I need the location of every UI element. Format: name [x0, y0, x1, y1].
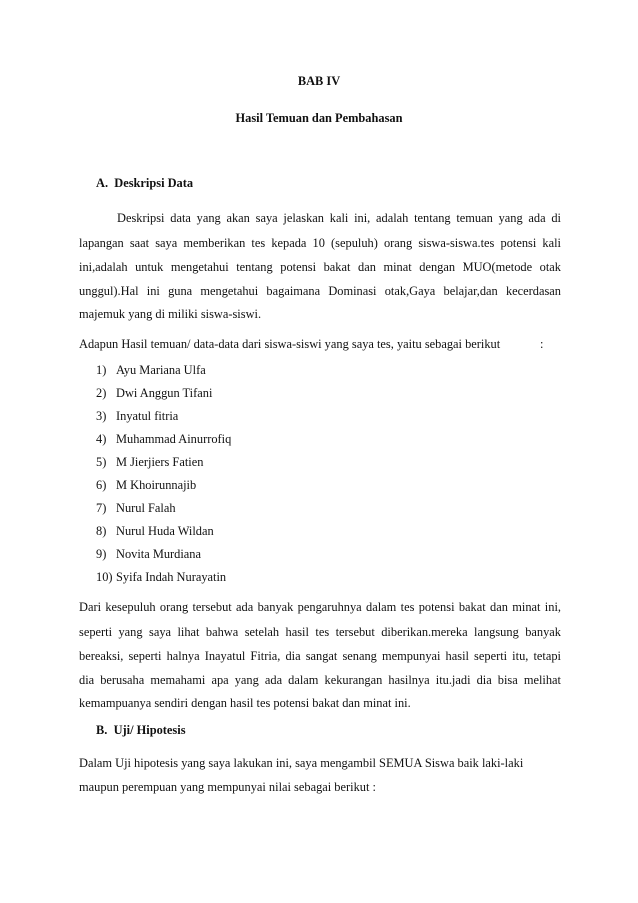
section-b-heading: [96, 723, 186, 738]
intro-line: Adapun Hasil temuan/ data-data dari siswa-siswi yang saya tes, yaitu sebagai berikut: [79, 337, 501, 351]
section-a-heading: [96, 176, 193, 191]
list-item: [96, 386, 212, 401]
list-item-name: Muhammad Ainurrofiq: [116, 432, 232, 446]
list-item-number: 9): [96, 547, 107, 561]
list-item-name: Syifa Indah Nurayatin: [116, 570, 227, 584]
list-item-name: M Khoirunnajib: [116, 478, 197, 492]
list-item-number: 3): [96, 409, 107, 423]
list-item: [96, 501, 176, 516]
paragraph-1-line-1: Deskripsi data yang akan saya jelaskan kali ini, adalah tentang temuan yang ada di: [117, 211, 561, 225]
section-a-number: A.: [96, 176, 109, 190]
list-item-number: 6): [96, 478, 107, 492]
list-item: [96, 478, 196, 493]
paragraph-1-line-3: ini,adalah untuk mengetahui tentang potensi bakat dan minat dengan MUO(metode otak: [79, 260, 561, 274]
paragraph-1-line-5: majemuk yang di miliki siswa-siswi.: [79, 307, 262, 321]
section-b-title: Uji/ Hipotesis: [113, 723, 186, 737]
list-item-number: 1): [96, 363, 107, 377]
section-a-title: Deskripsi Data: [114, 176, 194, 190]
paragraph-1-line-4: unggul).Hal ini guna mengetahui bagaimana Dominasi otak,Gaya belajar,dan kecerdasan: [79, 284, 561, 298]
list-item: [96, 409, 178, 424]
list-item-number: 4): [96, 432, 107, 446]
list-item: [96, 524, 214, 539]
intro-colon: :: [540, 337, 544, 351]
list-item-number: 7): [96, 501, 107, 515]
list-item-name: Novita Murdiana: [116, 547, 201, 561]
list-item-number: 5): [96, 455, 107, 469]
list-item: [96, 455, 203, 470]
chapter-title: Hasil Temuan dan Pembahasan: [235, 111, 403, 125]
section-b-number: B.: [96, 723, 108, 737]
list-item: [96, 363, 206, 378]
list-item-number: 2): [96, 386, 107, 400]
paragraph-2-line-1: Dari kesepuluh orang tersebut ada banyak pengaruhnya dalam tes potensi bakat dan minat ini,: [79, 600, 561, 614]
list-item-name: Nurul Falah: [116, 501, 176, 515]
paragraph-3-line-1: Dalam Uji hipotesis yang saya lakukan ini, saya mengambil SEMUA Siswa baik laki-laki: [79, 756, 524, 770]
paragraph-2-line-3: bereaksi, seperti halnya Inayatul Fitria, dia sangat senang mempunyai hasil seperti itu, tetapi: [79, 649, 561, 663]
list-item-name: Inyatul fitria: [116, 409, 179, 423]
list-item-name: Nurul Huda Wildan: [116, 524, 214, 538]
list-item: [96, 570, 226, 585]
paragraph-2-line-5: kemampuanya sendiri dengan hasil tes potensi bakat dan minat ini.: [79, 696, 411, 710]
list-item-name: Dwi Anggun Tifani: [116, 386, 213, 400]
list-item-name: Ayu Mariana Ulfa: [116, 363, 206, 377]
list-item: [96, 432, 231, 447]
paragraph-2-line-2: seperti yang saya lihat bahwa setelah hasil tes tersebut diberikan.mereka langsung banyak: [79, 625, 561, 639]
paragraph-3-line-2: maupun perempuan yang mempunyai nilai sebagai berikut :: [79, 780, 376, 794]
paragraph-2-line-4: dia berusaha memahami apa yang ada dalam kekurangan hasilnya itu.jadi dia bisa melihat: [79, 673, 561, 687]
list-item-name: M Jierjiers Fatien: [116, 455, 204, 469]
list-item-number: 8): [96, 524, 107, 538]
paragraph-1-line-2: lapangan saat saya memberikan tes kepada 10 (sepuluh) orang siswa-siswa.tes potensi kali: [79, 236, 561, 250]
list-item-number: 10): [96, 570, 113, 584]
chapter-heading: BAB IV: [297, 74, 341, 88]
list-item: [96, 547, 201, 562]
